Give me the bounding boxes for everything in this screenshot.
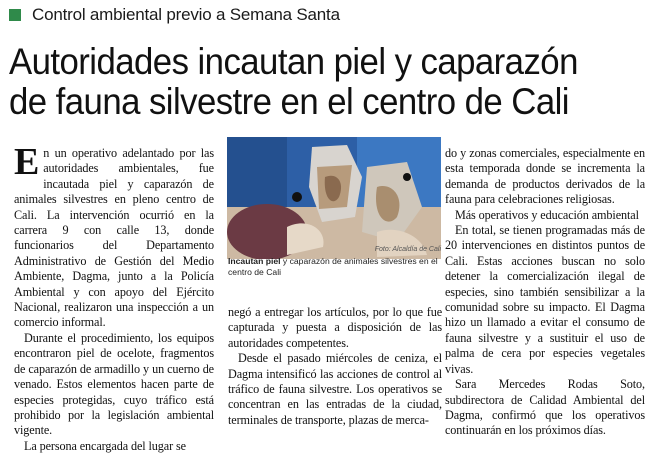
paragraph-3-start: La persona encargada del lugar se	[24, 438, 186, 453]
headline	[9, 42, 611, 122]
article-photo	[227, 137, 441, 259]
caption-rest: y caparazón de animales silvestres en el centro de Cali	[228, 256, 438, 277]
photo-credit: Foto: Alcaldía de Cali	[374, 246, 441, 253]
article-column-2	[228, 305, 442, 428]
photo-caption	[228, 256, 442, 278]
caption-bold: Incautan piel	[228, 256, 281, 266]
headline-line-2: de fauna silvestre en el centro de Cali	[9, 81, 569, 122]
paragraph-1-text: n un operativo adelantado por las autoridades ambientales, fue incautada piel y caparazón de animales silvestres en pleno centro de Cali. La intervención ocurrió en la carrera 9 con calle 13, donde funcionarios del Departamento Administrativo de Gestión del Medio Ambiente, Dagma, junto a la Policía Ambiental y con apoyo del Ejército Nacional, realizaron una inspección a un comercio informal.	[14, 146, 214, 330]
paragraph-2: Durante el procedimiento, los equipos encontraron piel de ocelote, fragmentos de caparazón de armadillo y un cuerno de venado. Estos elementos hacen parte de especies protegidas, cuyo tráfico está prohibido por la legislación ambiental vigente.	[14, 330, 214, 438]
paragraph-4-end: do y zonas comerciales, especialmente en esta temporada donde se incrementa la demanda de productos derivados de la fauna para celebraciones religiosas.	[445, 146, 645, 207]
subheading: Más operativos y educación ambiental	[455, 207, 639, 222]
headline-line-1: Autoridades incautan piel y caparazón	[9, 41, 578, 82]
kicker-square-icon	[9, 9, 21, 21]
kicker-text: Control ambiental previo a Semana Santa	[32, 5, 340, 24]
drop-cap: E	[14, 141, 40, 183]
article-column-3	[445, 146, 645, 439]
article-column-1	[14, 141, 214, 454]
paragraph-3-end: negó a entregar los artículos, por lo que fue capturada y puesta a disposición de las autoridades competentes.	[228, 305, 442, 350]
paragraph-4: Desde el pasado miércoles de ceniza, el Dagma intensificó las acciones de control al tráfico de fauna silvestre. Los operativos se concentran en las entradas de la ciudad, terminales de transporte, plazas de merca-	[228, 351, 442, 427]
section-kicker	[7, 6, 340, 24]
paragraph-7: Sara Mercedes Rodas Soto, subdirectora de Calidad Ambiental del Dagma, confirmó que los operativos continuarán en los próximos días.	[445, 377, 645, 438]
paragraph-1	[14, 141, 214, 331]
paragraph-6: En total, se tienen programadas más de 20 intervenciones en distintos puntos de Cali. Estas acciones buscan no solo detener la comercialización ilegal de especies, sino también sensibilizar a la comunidad sobre su impacto. El Dagma hizo un llamado a evitar el consumo de fauna silvestre y a sustituir el uso de palma de cera por especies vegetales vivas.	[445, 223, 645, 376]
